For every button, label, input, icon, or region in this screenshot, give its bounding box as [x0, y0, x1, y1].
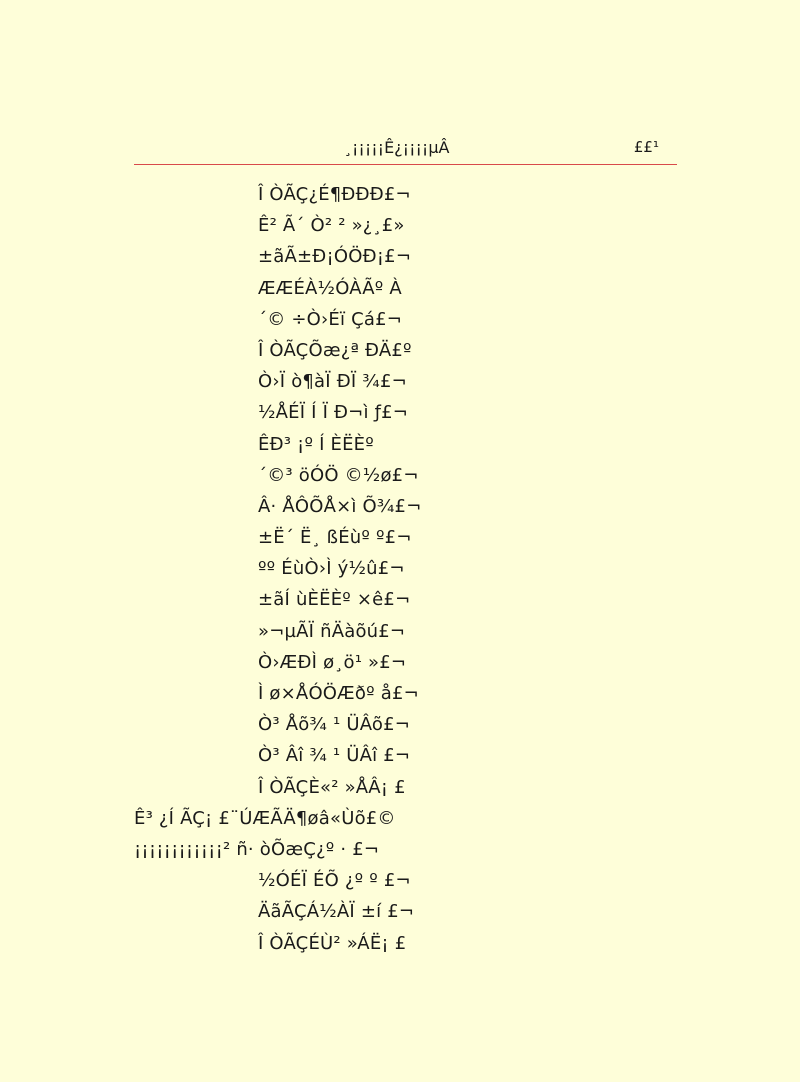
text-line: Î ÒÃÇÉÙ² »ÁË¡ £ — [258, 932, 407, 954]
header-rule — [134, 164, 677, 165]
text-line: Ò›ÆÐÌ ø¸ö¹ »£¬ — [258, 651, 407, 673]
text-line: Ì ø×ÅÓÖÆðº å£¬ — [258, 683, 419, 704]
text-line: ±ãÃ±Ð¡ÓÖÐ¡£¬ — [258, 246, 412, 268]
text-line: ºº ÉùÒ›Ì ý½û£¬ — [258, 558, 405, 580]
text-line: Ê² Ã´ Ò² ² »¿¸£» — [258, 215, 405, 237]
page-number: ££¹ — [633, 138, 659, 156]
text-line: ÄãÃÇÁ½ÀÏ ±í £¬ — [258, 901, 415, 923]
text-line: Â· ÅÔÕÅ×ì Õ¾£¬ — [258, 495, 422, 517]
text-line: ¡¡¡¡¡¡¡¡¡¡¡¡² ñ· òÕæÇ¿º · £¬ — [134, 838, 380, 860]
running-header — [134, 132, 677, 162]
text-line: Ò³ Åõ¾ ¹ ÜÂõ£¬ — [258, 714, 411, 736]
text-line: Ê³ ¿Í ÃÇ¡ £¨ÚÆÃÄ¶øâ«Ùõ£© — [134, 807, 396, 829]
running-title: ¸¡¡¡¡¡Ê¿¡¡¡¡µÂ — [344, 138, 450, 157]
text-line: ½ÓÉÏ ÉÕ ¿º º £¬ — [258, 870, 411, 892]
text-line: Î ÒÃÇ¿É¶ÐÐÐ£¬ — [258, 184, 411, 205]
text-line: ´© ÷Ò›Éï Çá£¬ — [258, 308, 402, 330]
text-line: Î ÒÃÇÈ«² »ÅÂ¡ £ — [258, 776, 406, 798]
poem-body — [0, 179, 800, 959]
text-line: ÆÆÉÀ½ÓÀÃº À — [258, 277, 402, 299]
text-line: Ò›Ï ò¶àÏ ÐÏ ¾£¬ — [258, 371, 407, 393]
text-line: ´©³ öÓÖ ©½ø£¬ — [258, 464, 419, 486]
text-line: Î ÒÃÇÕæ¿ª ÐÄ£º — [258, 339, 412, 361]
text-line: ÊÐ³ ¡º Í ÈËÈº — [258, 433, 374, 455]
text-line: ±ãÍ ùÈËÈº ×ê£¬ — [258, 589, 411, 611]
text-line: »¬µÃÏ ñÄàõú£¬ — [258, 620, 406, 642]
text-line: Ò³ Âî ¾ ¹ ÜÂî £¬ — [258, 745, 411, 767]
text-line: ½ÅÉÏ Í Ï Ð¬ì ƒ£¬ — [258, 402, 409, 424]
text-line: ±Ë´ Ë¸ ßÉùº º£¬ — [258, 527, 412, 549]
